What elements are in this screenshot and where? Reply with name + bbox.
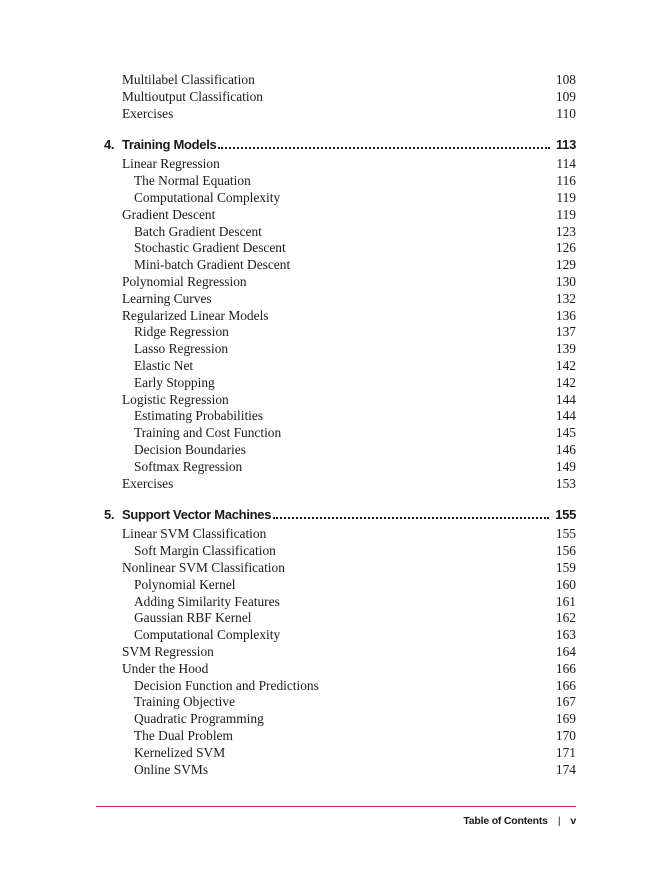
toc-entry-page: 161 xyxy=(555,593,576,609)
toc-entry-title: Decision Boundaries xyxy=(134,442,246,457)
toc-entry[interactable] xyxy=(134,189,576,206)
toc-entry-title: The Dual Problem xyxy=(134,728,233,743)
toc-entry-page: 155 xyxy=(555,526,576,542)
toc-entry-page: 142 xyxy=(555,374,576,390)
toc-entry[interactable] xyxy=(134,727,576,744)
toc-entry[interactable] xyxy=(122,391,576,408)
toc-entry-page: 159 xyxy=(555,560,576,575)
toc-entry[interactable] xyxy=(134,626,576,643)
toc-entry[interactable] xyxy=(122,475,576,492)
footer-rule xyxy=(96,806,576,807)
toc-entry[interactable] xyxy=(134,576,576,593)
toc-entry-title: Gaussian RBF Kernel xyxy=(134,610,252,626)
toc-entry[interactable] xyxy=(134,357,576,374)
toc-entry[interactable] xyxy=(134,374,576,391)
toc-entry-title: Training Objective xyxy=(134,694,236,710)
toc-entry-title: Multioutput Classification xyxy=(122,88,263,104)
toc-entry[interactable] xyxy=(134,172,576,189)
toc-entry-title: Polynomial Kernel xyxy=(134,576,236,592)
toc-entry-title: Ridge Regression xyxy=(134,324,229,340)
toc-entry[interactable] xyxy=(134,593,576,610)
toc-entry-page: 166 xyxy=(555,677,576,693)
toc-entry[interactable] xyxy=(134,407,576,424)
toc-entry-title: Logistic Regression xyxy=(122,391,229,407)
toc-entry[interactable] xyxy=(134,424,576,441)
toc-entry[interactable] xyxy=(134,542,576,559)
toc-entry-page: 109 xyxy=(555,88,576,104)
toc-entry-page: 142 xyxy=(555,358,576,373)
toc-entry-page: 129 xyxy=(555,257,576,273)
toc-entry-title: Mini-batch Gradient Descent xyxy=(134,257,291,273)
chapter-page: 155 xyxy=(555,507,576,523)
toc-entry-title: Learning Curves xyxy=(122,290,212,306)
toc-entry-page: 160 xyxy=(555,576,576,592)
toc-entry-title: Stochastic Gradient Descent xyxy=(134,240,286,256)
toc-entry[interactable] xyxy=(122,105,576,122)
chapter-page: 113 xyxy=(555,137,576,153)
toc-entry[interactable] xyxy=(134,223,576,240)
toc-entry-title: Batch Gradient Descent xyxy=(134,223,262,239)
toc-entry-page: 164 xyxy=(555,644,576,659)
toc-entry-page: 144 xyxy=(555,408,576,424)
toc-entry-title: Polynomial Regression xyxy=(122,274,247,289)
toc-entry-title: Linear Regression xyxy=(122,156,220,172)
toc-entry-page: 139 xyxy=(555,341,576,357)
toc-entry-page: 116 xyxy=(556,173,576,189)
toc-entry[interactable] xyxy=(122,307,576,324)
toc-entry[interactable] xyxy=(134,693,576,710)
toc-entry-page: 137 xyxy=(555,324,576,340)
toc-entry-title: Computational Complexity xyxy=(134,190,281,205)
toc-entry[interactable] xyxy=(134,340,576,357)
toc-entry[interactable] xyxy=(122,290,576,307)
toc-entry[interactable] xyxy=(122,559,576,576)
toc-entry-page: 110 xyxy=(556,105,576,121)
toc-entry-page: 171 xyxy=(555,744,576,760)
toc-entry-title: Regularized Linear Models xyxy=(122,307,269,323)
toc-entry-page: 144 xyxy=(555,391,576,407)
toc-entry[interactable] xyxy=(122,88,576,105)
chapter-title: Training Models xyxy=(122,137,217,153)
toc-entry-title: Elastic Net xyxy=(134,358,194,373)
toc-entry-title: Decision Function and Predictions xyxy=(134,677,319,693)
toc-chapter-heading[interactable] xyxy=(100,505,576,524)
toc-entry[interactable] xyxy=(134,609,576,626)
toc-entry-page: 153 xyxy=(555,475,576,491)
toc-entry-title: Online SVMs xyxy=(134,761,209,777)
toc-entry-page: 166 xyxy=(555,660,576,676)
toc-entry-page: 174 xyxy=(555,761,576,777)
toc-entry-page: 119 xyxy=(556,190,576,205)
toc-entry[interactable] xyxy=(122,525,576,542)
toc-chapter-heading[interactable] xyxy=(100,135,576,154)
toc-entry-title: Quadratic Programming xyxy=(134,711,264,727)
toc-entry[interactable] xyxy=(134,744,576,761)
toc-entry[interactable] xyxy=(134,458,576,475)
toc-entry-title: Under the Hood xyxy=(122,660,209,676)
toc-entry[interactable] xyxy=(134,256,576,273)
toc-entry-title: Multilabel Classification xyxy=(122,72,255,87)
toc-entry-page: 162 xyxy=(555,610,576,626)
toc-entry-title: SVM Regression xyxy=(122,644,214,659)
toc-entry[interactable] xyxy=(134,761,576,778)
toc-entry-title: Exercises xyxy=(122,475,174,491)
footer-section-label: Table of Contents xyxy=(463,815,548,827)
toc-entry[interactable] xyxy=(134,239,576,256)
toc-entry-title: Early Stopping xyxy=(134,374,215,390)
toc-entry-page: 108 xyxy=(555,72,576,87)
toc-entry-page: 132 xyxy=(555,290,576,306)
toc-entry[interactable] xyxy=(122,71,576,88)
toc-entry-title: Nonlinear SVM Classification xyxy=(122,560,285,575)
dot-leader xyxy=(218,147,550,149)
footer-page-number: v xyxy=(570,815,576,827)
footer-separator: | xyxy=(557,815,561,827)
toc-entry-page: 130 xyxy=(555,274,576,289)
toc-entry-title: Softmax Regression xyxy=(134,458,243,474)
dot-leader xyxy=(273,517,549,519)
toc-entry-page: 156 xyxy=(555,543,576,559)
chapter-number: 5. xyxy=(104,507,115,523)
toc-entry[interactable] xyxy=(122,155,576,172)
toc-entry-page: 170 xyxy=(555,728,576,743)
toc-entry[interactable] xyxy=(122,660,576,677)
toc-entry-page: 126 xyxy=(555,240,576,256)
toc-entry-page: 119 xyxy=(556,206,576,222)
page-footer xyxy=(463,815,576,827)
toc-entry-title: Soft Margin Classification xyxy=(134,543,276,559)
toc-entry-page: 136 xyxy=(555,307,576,323)
toc-entry[interactable] xyxy=(134,441,576,458)
toc-entry[interactable] xyxy=(134,323,576,340)
toc-entry-title: Kernelized SVM xyxy=(134,744,226,760)
toc-entry-page: 114 xyxy=(556,156,576,172)
toc-entry-title: Computational Complexity xyxy=(134,627,281,643)
toc-entry-page: 169 xyxy=(555,711,576,727)
toc-entry-page: 149 xyxy=(555,458,576,474)
toc-entry[interactable] xyxy=(122,643,576,660)
toc-entry-title: Training and Cost Function xyxy=(134,425,282,441)
toc-entry-title: Gradient Descent xyxy=(122,206,216,222)
toc-entry-title: Adding Similarity Features xyxy=(134,593,280,609)
toc-entry[interactable] xyxy=(134,677,576,694)
toc-entry-page: 123 xyxy=(555,223,576,239)
toc-entry-page: 146 xyxy=(555,442,576,457)
toc-entry-page: 163 xyxy=(555,627,576,643)
toc-entry-title: Exercises xyxy=(122,105,174,121)
toc-entry-title: Linear SVM Classification xyxy=(122,526,267,542)
toc-entry-page: 167 xyxy=(555,694,576,710)
toc-entry-page: 145 xyxy=(555,425,576,441)
toc-entry-title: Lasso Regression xyxy=(134,341,229,357)
toc-entry[interactable] xyxy=(122,206,576,223)
toc-entry-title: Estimating Probabilities xyxy=(134,408,264,424)
toc-entry[interactable] xyxy=(134,710,576,727)
chapter-number: 4. xyxy=(104,137,115,153)
toc-entry[interactable] xyxy=(122,273,576,290)
toc-entry-title: The Normal Equation xyxy=(134,173,251,189)
chapter-title: Support Vector Machines xyxy=(122,507,272,523)
